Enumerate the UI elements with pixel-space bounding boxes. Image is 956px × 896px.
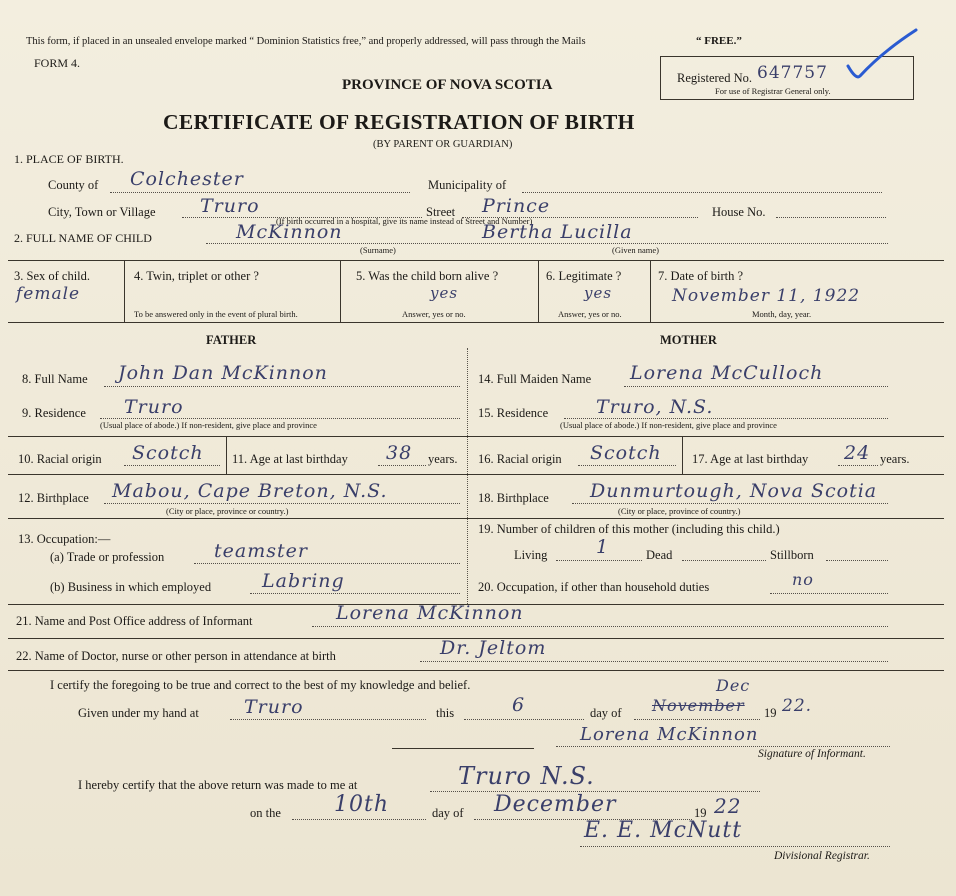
children-label: 19. Number of children of this mother (including this child.)	[478, 522, 780, 536]
mailing-note: This form, if placed in an unsealed envelope marked “ Dominion Statistics free,” and properly addressed, will pass through the Mails	[26, 36, 586, 47]
father-name-value: John Dan McKinnon	[118, 362, 328, 384]
alive-note: Answer, yes or no.	[402, 309, 466, 319]
mother-residence-value: Truro, N.S.	[596, 396, 714, 418]
doctor-value: Dr. Jeltom	[440, 637, 547, 659]
mother-residence-note: (Usual place of abode.) If non-resident, give place and province	[560, 420, 777, 430]
twin-label: 4. Twin, triplet or other ?	[134, 269, 259, 283]
child-name-line	[206, 243, 888, 244]
county-value: Colchester	[130, 168, 244, 190]
county-label: County of	[48, 178, 99, 192]
mother-years: years.	[880, 452, 910, 466]
hospital-note: (If birth occurred in a hospital, give its name instead of Street and Number)	[276, 216, 533, 226]
return-label: I hereby certify that the above return was made to me at	[78, 778, 358, 792]
given-under-label: Given under my hand at	[78, 706, 199, 720]
sex-value: female	[16, 284, 81, 304]
parents-divider	[467, 348, 468, 604]
form-number: FORM 4.	[34, 56, 81, 70]
trade-label: (a) Trade or profession	[50, 550, 165, 564]
twin-note: To be answered only in the event of plural birth.	[134, 309, 298, 319]
this-label: this	[436, 706, 455, 720]
certify-statement: I certify the foregoing to be true and correct to the best of my knowledge and belief.	[50, 678, 471, 692]
mother-age-label: 17. Age at last birthday	[692, 452, 809, 466]
mother-heading: MOTHER	[660, 333, 717, 347]
given-place-value: Truro	[244, 696, 304, 718]
father-age-label: 11. Age at last birthday	[232, 452, 348, 466]
street-value: Prince	[482, 195, 551, 217]
legitimate-value: yes	[584, 284, 613, 302]
given-year-prefix: 19	[764, 706, 777, 720]
date-of-birth-label: 7. Date of birth ?	[658, 269, 744, 283]
given-year-value: 22.	[782, 696, 813, 716]
date-of-birth-note: Month, day, year.	[752, 309, 812, 319]
registration-year-value: 22	[714, 794, 742, 818]
registration-month-value: December	[494, 792, 617, 817]
mailing-note-free: “ FREE.”	[696, 35, 742, 47]
province-heading: PROVINCE OF NOVA SCOTIA	[342, 77, 553, 93]
legitimate-label: 6. Legitimate ?	[546, 269, 622, 283]
father-age-value: 38	[386, 442, 413, 464]
child-given-name: Bertha Lucilla	[482, 221, 633, 243]
doctor-label: 22. Name of Doctor, nurse or other person in attendance at birth	[16, 649, 336, 663]
alive-label: 5. Was the child born alive ?	[356, 269, 499, 283]
registrar-caption: Divisional Registrar.	[774, 850, 870, 862]
certificate-title: CERTIFICATE OF REGISTRATION OF BIRTH	[163, 110, 635, 134]
father-years: years.	[428, 452, 458, 466]
child-name-label: 2. FULL NAME OF CHILD	[14, 231, 152, 245]
father-residence-label: 9. Residence	[22, 406, 86, 420]
informant-signature-caption: Signature of Informant.	[758, 748, 866, 760]
mother-birthplace-label: 18. Birthplace	[478, 491, 549, 505]
registration-day-value: 10th	[334, 792, 390, 817]
father-racial-label: 10. Racial origin	[18, 452, 102, 466]
registered-value: 647757	[757, 63, 828, 83]
surname-caption: (Surname)	[360, 245, 396, 255]
mother-residence-label: 15. Residence	[478, 406, 549, 420]
mother-occupation-label: 20. Occupation, if other than household duties	[478, 580, 710, 594]
living-label: Living	[514, 548, 548, 562]
dead-label: Dead	[646, 548, 673, 562]
registrar-only-note: For use of Registrar General only.	[715, 86, 831, 96]
father-birthplace-value: Mabou, Cape Breton, N.S.	[112, 480, 388, 502]
given-month-struck: November	[652, 696, 745, 715]
business-value: Labring	[262, 570, 345, 592]
father-residence-value: Truro	[124, 396, 184, 418]
mother-name-label: 14. Full Maiden Name	[478, 372, 592, 386]
mother-name-value: Lorena McCulloch	[630, 362, 824, 384]
registration-day-of-label: day of	[432, 806, 464, 820]
father-residence-note: (Usual place of abode.) If non-resident, give place and province	[100, 420, 317, 430]
return-place-value: Truro N.S.	[458, 762, 595, 790]
sex-label: 3. Sex of child.	[14, 269, 91, 283]
father-racial-value: Scotch	[132, 442, 204, 464]
business-label: (b) Business in which employed	[50, 580, 212, 594]
informant-value: Lorena McKinnon	[336, 602, 524, 624]
registration-year-prefix: 19	[694, 806, 707, 820]
given-name-caption: (Given name)	[612, 245, 659, 255]
given-day-value: 6	[512, 694, 526, 716]
mother-age-value: 24	[844, 442, 871, 464]
given-month-value: Dec	[716, 676, 751, 695]
living-value: 1	[596, 536, 610, 558]
trade-value: teamster	[214, 540, 308, 562]
city-label: City, Town or Village	[48, 205, 156, 219]
municipality-line	[522, 192, 882, 193]
child-surname: McKinnon	[236, 221, 343, 243]
rule-mark	[392, 748, 534, 749]
mother-racial-value: Scotch	[590, 442, 662, 464]
on-the-label: on the	[250, 806, 281, 820]
registered-label: Registered No.	[677, 71, 752, 85]
given-day-of-label: day of	[590, 706, 622, 720]
blue-check-mark	[842, 26, 922, 86]
mother-birthplace-value: Dunmurtough, Nova Scotia	[590, 480, 878, 502]
date-of-birth-value: November 11, 1922	[672, 286, 861, 306]
row3-top-rule	[8, 260, 944, 261]
informant-signature: Lorena McKinnon	[580, 724, 759, 745]
county-line	[110, 192, 410, 193]
row3-bottom-rule	[8, 322, 944, 323]
father-birthplace-note: (City or place, province or country.)	[166, 506, 289, 516]
mother-occupation-value: no	[792, 570, 814, 589]
mother-birthplace-note: (City or place, province of country.)	[618, 506, 741, 516]
father-heading: FATHER	[206, 333, 257, 347]
house-line	[776, 217, 886, 218]
father-birthplace-label: 12. Birthplace	[18, 491, 89, 505]
mother-racial-label: 16. Racial origin	[478, 452, 562, 466]
certificate-subtitle: (BY PARENT OR GUARDIAN)	[373, 139, 513, 150]
occupation-label: 13. Occupation:—	[18, 532, 111, 546]
informant-label: 21. Name and Post Office address of Informant	[16, 614, 253, 628]
stillborn-label: Stillborn	[770, 548, 814, 562]
father-name-label: 8. Full Name	[22, 372, 88, 386]
house-label: House No.	[712, 205, 766, 219]
municipality-label: Municipality of	[428, 178, 507, 192]
alive-value: yes	[430, 284, 459, 302]
city-value: Truro	[200, 195, 260, 217]
legitimate-note: Answer, yes or no.	[558, 309, 622, 319]
place-of-birth-label: 1. PLACE OF BIRTH.	[14, 152, 124, 166]
street-label: Street	[426, 205, 456, 219]
registrar-signature: E. E. McNutt	[584, 818, 743, 843]
